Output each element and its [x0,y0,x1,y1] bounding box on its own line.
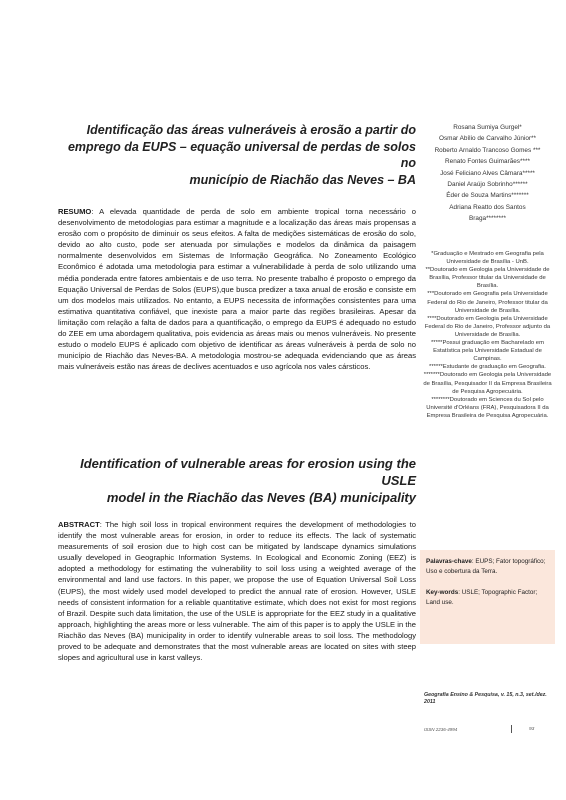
affiliation-note: ***Doutorado em Geografia pela Universidade Federal do Rio de Janeiro, Professor titular da Universidade de Brasília. [427,291,548,314]
affiliation-note: *****Possui graduação em Bacharelado em Estatística pela Universidade Estadual de Campinas. [431,340,544,363]
author-name: Adriana Reatto dos Santos [449,203,526,211]
keywords-en [426,588,549,608]
keywords-pt-text: : EUPS; Fator topográfico; Uso e cobertura da Terra. [426,558,546,575]
affiliation-list [420,250,555,420]
title-pt-line: município de Riachão das Neves – BA [189,172,416,187]
abstract-text: : The high soil loss in tropical environment requires the development of methodologies to identify the most vulnerable areas for erosion, in order to reduce its effects. The lack of systematic measurements of soil erosion due to high cost can be mitigated by landscape dynamics simulations usually developed in Geographic Information Systems. In Ecological and Economic Zoning (EEZ) is adopted a methodology for estimating the vulnerability to soil loss using a weighted average of the environmental and land use factors. In this paper, we propose the use of Equation Universal Soil Loss (EUPS), the most widely used model developed to predict the annual rate of erosion. However, USLE needs of consistent information for a reliable quantitative estimate, which does not exist for most regions of Brazil. Despite such data limitation, the use of the USLE is appropriate for the EEZ study in a qualitative approach, highlighting the areas more or less vulnerable. The aim of this paper is to apply the USLE in the Riachão das Neves (BA) municipality in order to identify vulnerable areas to soil loss. The methodology proved to be adequate and demonstrates that the most vulnerable areas are located on sites with steep slopes and agricultural use in karst valleys. [58,520,416,663]
author-name: Éder de Souza Martins******* [446,192,529,200]
keywords-box [420,550,555,644]
resumo-paragraph [58,206,416,372]
affiliation-note: ******Estudante de graduação em Geografia. [429,364,546,371]
abstract-label: ABSTRACT [58,520,100,529]
resumo-text: : A elevada quantidade de perda de solo em ambiente tropical torna necessário o desenvolvimento de metodologias para estimar a magnitude e a localização das áreas mais propensas a erosão com o propósito de diminuir os seus efeitos. A falta de medições sistemáticas de erosão do solo, devido ao alto custo, pode ser atenuada por simulações e modelos da dinâmica da paisagem normalmente desenvolvidos em Sistemas de Informação Geográfica. No Zoneamento Ecológico Econômico é adotada uma metodologia para estimar a vulnerabilidade à perda de solo utilizando uma média ponderada entre fatores ambientais e de uso terra. No presente trabalho é proposto o emprego da Equação Universal de Perdas de Solos (EUPS),que busca predizer a taxa anual de erosão e consiste em um dos modelos mais utilizados. No entanto, a EUPS necessita de informações consistentes para uma estimativa quantitativa confiável, que inexiste para a maior parte das regiões brasileiras. Apesar da limitação com relação a falta de dados para a quantificação, o emprego da EUPS é adequado no estudo do ZEE em uma abordagem qualitativa, pois evidencia as áreas mais ou menos vulneráveis. No presente estudo o modelo EUPS é aplicado com objetivo de identificar as áreas vulneráveis à perda de solo no município de Riachão das Neves-BA. A metodologia mostrou-se adequada evidenciando que as áreas mais vulneráveis estão nas áreas de declives acentuados e uso agrícola nos vales cársticos. [58,207,416,372]
affiliation-note: *Graduação e Mestrado em Geografia pela Universidade de Brasília - UnB. [431,251,544,266]
issn-label: ISSN 2236-4994 [424,727,458,732]
keywords-pt-label: Palavras-chave [426,558,472,565]
affiliation-note: ****Doutorado em Geologia pela Universidade Federal do Rio de Janeiro, Professor adjunto da Universidade de Brasília. [424,315,551,338]
title-en-line: model in the Riachão das Neves (BA) municipality [106,490,416,505]
author-name: Rosana Sumiya Gurgel* [453,124,522,131]
affiliation-note: ********Doutorado em Sciences du Sol pelo Université d'Orléans (FRA), Pesquisadora II da Empresa Brasileira de Pesquisa Agropecuária. [426,396,549,419]
author-name: Osmar Abílio de Carvalho Júnior** [439,135,536,143]
keywords-pt [426,557,549,577]
footer-divider [511,725,512,733]
affiliation-note: **Doutorado em Geologia pela Universidade de Brasília, Professor titular da Universidade de Brasília. [425,267,550,290]
author-name: Daniel Araújo Sobrinho****** [447,181,528,189]
author-name: Renato Fontes Guimarães**** [445,158,530,166]
title-pt-line: Identificação das áreas vulneráveis à erosão a partir do [86,123,416,137]
affiliation-note: *******Doutorado em Geologia pela Universidade de Brasília, Pesquisador II da Empresa Brasileira de Pesquisa Agropecuária. [423,372,552,395]
keywords-en-label: Key-words [426,589,459,596]
title-english [60,455,416,506]
title-portuguese [60,122,416,188]
page-number: 93 [529,727,535,732]
author-name: Roberto Arnaldo Trancoso Gomes *** [434,146,541,154]
title-en-line: Identification of vulnerable areas for erosion using the USLE [80,456,416,488]
journal-citation: Geografia Ensino & Pesquisa, v. 15, n.3, set./dez. 2011 [424,692,547,705]
author-name: José Feliciano Alves Câmara***** [440,169,535,177]
title-pt-line: emprego da EUPS – equação universal de perdas de solos no [67,139,416,170]
abstract-paragraph [58,519,416,663]
resumo-label: RESUMO [58,207,92,216]
author-list [420,122,555,225]
keywords-en-text: : USLE; Topographic Factor; Land use. [426,589,538,606]
author-name: Braga******** [469,215,506,223]
